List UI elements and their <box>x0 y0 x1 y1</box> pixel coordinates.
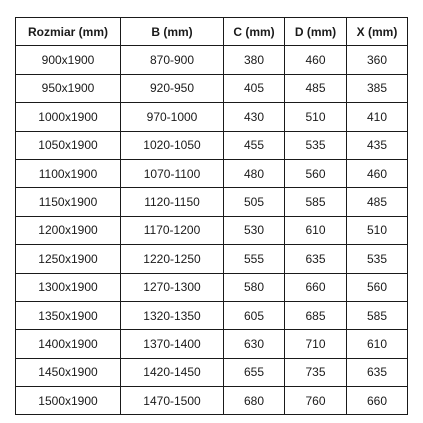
table-row <box>16 188 408 216</box>
cell-rozmiar: 1250x1900 <box>16 245 121 273</box>
cell-d: 635 <box>285 245 347 273</box>
cell-x: 585 <box>347 301 408 329</box>
header-rozmiar: Rozmiar (mm) <box>16 18 121 46</box>
cell-c: 555 <box>224 245 285 273</box>
cell-b: 1320-1350 <box>121 301 224 329</box>
size-table <box>15 17 408 415</box>
cell-d: 610 <box>285 216 347 244</box>
cell-d: 660 <box>285 273 347 301</box>
cell-d: 535 <box>285 131 347 159</box>
cell-c: 580 <box>224 273 285 301</box>
cell-x: 660 <box>347 387 408 415</box>
cell-b: 1120-1150 <box>121 188 224 216</box>
header-x: X (mm) <box>347 18 408 46</box>
cell-x: 560 <box>347 273 408 301</box>
cell-d: 510 <box>285 103 347 131</box>
cell-rozmiar: 1450x1900 <box>16 358 121 386</box>
cell-d: 710 <box>285 330 347 358</box>
cell-c: 530 <box>224 216 285 244</box>
cell-c: 630 <box>224 330 285 358</box>
cell-c: 430 <box>224 103 285 131</box>
cell-b: 1070-1100 <box>121 159 224 187</box>
table-row <box>16 74 408 102</box>
table-body <box>16 46 408 415</box>
cell-x: 485 <box>347 188 408 216</box>
cell-c: 380 <box>224 46 285 74</box>
header-d: D (mm) <box>285 18 347 46</box>
table-row <box>16 216 408 244</box>
header-c: C (mm) <box>224 18 285 46</box>
cell-d: 560 <box>285 159 347 187</box>
table-row <box>16 159 408 187</box>
size-table-container <box>15 17 408 415</box>
cell-x: 435 <box>347 131 408 159</box>
cell-b: 1470-1500 <box>121 387 224 415</box>
cell-x: 385 <box>347 74 408 102</box>
cell-rozmiar: 1150x1900 <box>16 188 121 216</box>
table-row <box>16 301 408 329</box>
cell-x: 510 <box>347 216 408 244</box>
cell-x: 610 <box>347 330 408 358</box>
cell-b: 1020-1050 <box>121 131 224 159</box>
cell-x: 360 <box>347 46 408 74</box>
cell-d: 485 <box>285 74 347 102</box>
cell-b: 920-950 <box>121 74 224 102</box>
table-row <box>16 387 408 415</box>
cell-b: 1220-1250 <box>121 245 224 273</box>
table-row <box>16 103 408 131</box>
table-row <box>16 330 408 358</box>
cell-rozmiar: 1000x1900 <box>16 103 121 131</box>
cell-d: 585 <box>285 188 347 216</box>
cell-b: 870-900 <box>121 46 224 74</box>
cell-c: 405 <box>224 74 285 102</box>
cell-b: 1270-1300 <box>121 273 224 301</box>
cell-rozmiar: 1050x1900 <box>16 131 121 159</box>
cell-c: 605 <box>224 301 285 329</box>
cell-rozmiar: 900x1900 <box>16 46 121 74</box>
cell-x: 535 <box>347 245 408 273</box>
cell-d: 735 <box>285 358 347 386</box>
cell-c: 655 <box>224 358 285 386</box>
cell-rozmiar: 1400x1900 <box>16 330 121 358</box>
table-header <box>16 18 408 46</box>
cell-rozmiar: 1100x1900 <box>16 159 121 187</box>
cell-b: 1420-1450 <box>121 358 224 386</box>
header-b: B (mm) <box>121 18 224 46</box>
cell-x: 460 <box>347 159 408 187</box>
cell-b: 1370-1400 <box>121 330 224 358</box>
cell-rozmiar: 1350x1900 <box>16 301 121 329</box>
cell-c: 455 <box>224 131 285 159</box>
cell-c: 680 <box>224 387 285 415</box>
cell-rozmiar: 950x1900 <box>16 74 121 102</box>
cell-d: 685 <box>285 301 347 329</box>
table-row <box>16 131 408 159</box>
cell-rozmiar: 1200x1900 <box>16 216 121 244</box>
cell-d: 460 <box>285 46 347 74</box>
table-row <box>16 46 408 74</box>
table-row <box>16 245 408 273</box>
cell-b: 1170-1200 <box>121 216 224 244</box>
cell-x: 410 <box>347 103 408 131</box>
cell-b: 970-1000 <box>121 103 224 131</box>
cell-x: 635 <box>347 358 408 386</box>
cell-c: 505 <box>224 188 285 216</box>
header-row <box>16 18 408 46</box>
cell-d: 760 <box>285 387 347 415</box>
cell-rozmiar: 1300x1900 <box>16 273 121 301</box>
table-row <box>16 358 408 386</box>
cell-c: 480 <box>224 159 285 187</box>
table-row <box>16 273 408 301</box>
cell-rozmiar: 1500x1900 <box>16 387 121 415</box>
